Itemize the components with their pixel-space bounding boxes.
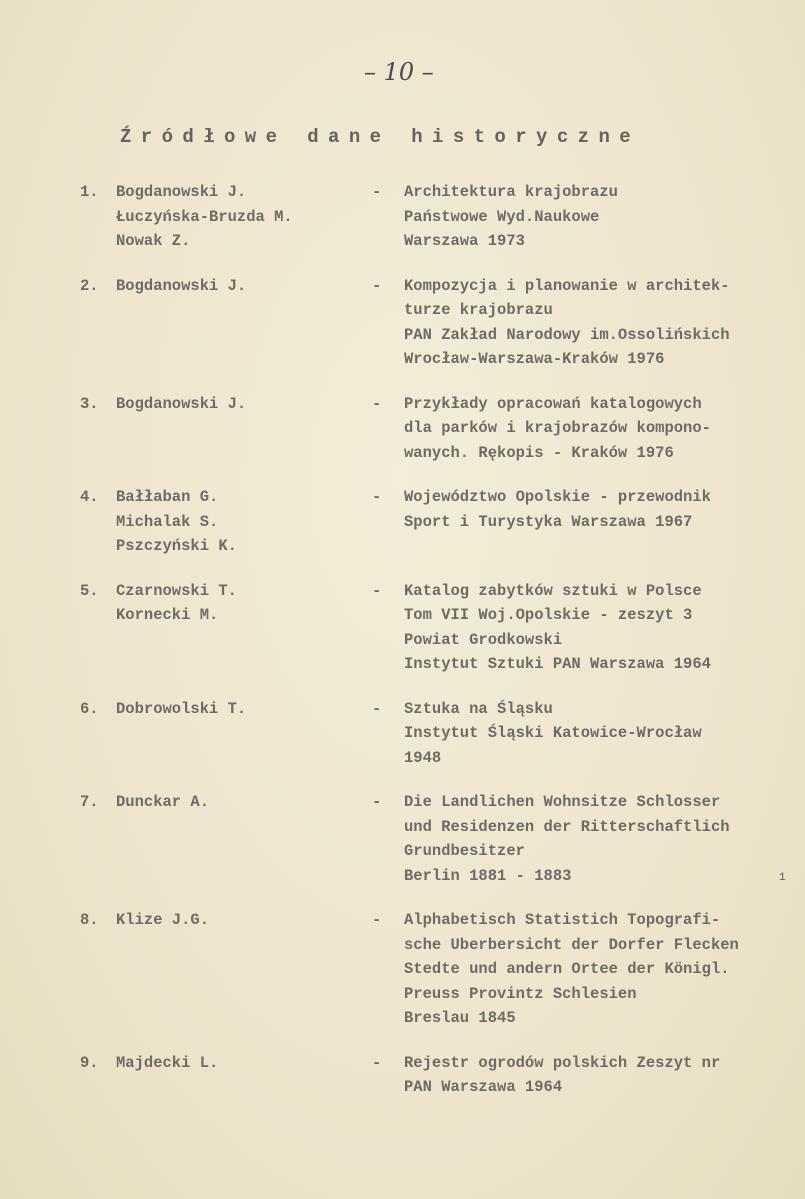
- entry-work: [404, 274, 790, 372]
- entry-dash: -: [372, 488, 382, 506]
- entry-number: 6.: [80, 699, 99, 718]
- author-name: Bogdanowski J.: [116, 394, 247, 413]
- entry-work: [404, 180, 790, 254]
- entry-authors: [116, 1051, 218, 1076]
- work-line: Rejestr ogrodów polskich Zeszyt nr: [404, 1053, 721, 1072]
- entry-work: [404, 908, 790, 1031]
- entry-dash: -: [372, 1053, 382, 1072]
- entry-number: 9.: [80, 1053, 99, 1072]
- author-name: Dunckar A.: [116, 793, 210, 811]
- entry-authors: [116, 579, 237, 628]
- entry-number: 3.: [80, 394, 99, 413]
- work-line: Przykłady opracowań katalogowych: [404, 394, 702, 413]
- work-line: Breslau 1845: [404, 1009, 516, 1027]
- entry-dash: -: [372, 793, 382, 811]
- author-name: Pszczyński K.: [116, 537, 237, 555]
- bibliography-entry: [0, 908, 805, 1031]
- author-name: Kornecki M.: [116, 606, 219, 624]
- work-line: Instytut Śląski Katowice-Wrocław: [404, 724, 702, 742]
- entry-number: 8.: [80, 911, 99, 929]
- entry-dash: -: [372, 911, 382, 929]
- work-line: Katalog zabytków sztuki w Polsce: [404, 581, 702, 600]
- work-line: Instytut Sztuki PAN Warszawa 1964: [404, 655, 711, 673]
- work-line: sche Uberbersicht der Dorfer Flecken: [404, 935, 739, 954]
- entry-number: 1.: [80, 183, 99, 201]
- work-line: PAN Warszawa 1964: [404, 1078, 563, 1096]
- work-line: PAN Zakład Narodowy im.Ossolińskich: [404, 325, 730, 344]
- page-number: – 10 –: [364, 58, 434, 86]
- bibliography-entry: [0, 790, 805, 888]
- entry-work: [404, 579, 790, 677]
- work-line: Województwo Opolskie - przewodnik: [404, 488, 711, 506]
- entry-work: [404, 697, 790, 771]
- author-name: Nowak Z.: [116, 232, 191, 250]
- margin-mark: 1: [779, 872, 786, 884]
- work-line: Architektura krajobrazu: [404, 183, 618, 201]
- author-name: Dobrowolski T.: [116, 699, 247, 718]
- work-line: Powiat Grodkowski: [404, 630, 563, 649]
- entry-dash: -: [372, 183, 382, 201]
- entry-number: 2.: [80, 276, 99, 295]
- section-title: Źródłowe dane historyczne: [120, 126, 641, 148]
- author-name: Czarnowski T.: [116, 581, 237, 600]
- entry-dash: -: [372, 276, 382, 295]
- work-line: Stedte und andern Ortee der Königl.: [404, 960, 730, 978]
- entry-number: 7.: [80, 793, 99, 811]
- work-line: Wrocław-Warszawa-Kraków 1976: [404, 350, 665, 368]
- entry-work: [404, 1051, 790, 1100]
- author-name: Bogdanowski J.: [116, 276, 247, 295]
- entry-authors: [116, 908, 209, 933]
- entry-authors: [116, 697, 246, 722]
- bibliography-entry: [0, 579, 805, 677]
- entry-authors: [116, 180, 293, 254]
- work-line: Kompozycja i planowanie w architek-: [404, 276, 730, 295]
- work-line: und Residenzen der Ritterschaftlich: [404, 817, 730, 836]
- bibliography-entry: [0, 1051, 805, 1100]
- entry-authors: [116, 392, 246, 417]
- author-name: Łuczyńska-Bruzda M.: [116, 207, 293, 226]
- bibliography-entry: [0, 485, 805, 559]
- bibliography-entry: [0, 392, 805, 466]
- work-line: Die Landlichen Wohnsitze Schlosser: [404, 793, 721, 811]
- entry-authors: [116, 485, 237, 559]
- work-line: Tom VII Woj.Opolskie - zeszyt 3: [404, 606, 693, 624]
- bibliography-list: [0, 180, 805, 1120]
- work-line: Warszawa 1973: [404, 232, 525, 250]
- author-name: Majdecki L.: [116, 1053, 219, 1072]
- work-line: wanych. Rękopis - Kraków 1976: [404, 443, 674, 462]
- entry-authors: [116, 274, 246, 299]
- author-name: Michalak S.: [116, 512, 219, 531]
- bibliography-entry: [0, 697, 805, 771]
- entry-dash: -: [372, 394, 382, 413]
- bibliography-entry: [0, 180, 805, 254]
- work-line: dla parków i krajobrazów kompono-: [404, 419, 711, 437]
- work-line: 1948: [404, 748, 442, 767]
- work-line: Grundbesitzer: [404, 842, 525, 860]
- entry-authors: [116, 790, 209, 815]
- entry-work: [404, 485, 790, 534]
- entry-dash: -: [372, 699, 382, 718]
- work-line: Preuss Provintz Schlesien: [404, 984, 637, 1003]
- work-line: Państwowe Wyd.Naukowe: [404, 207, 600, 226]
- entry-work: [404, 392, 790, 466]
- author-name: Bogdanowski J.: [116, 183, 247, 201]
- work-line: Alphabetisch Statistich Topografi-: [404, 911, 721, 929]
- bibliography-entry: [0, 274, 805, 372]
- entry-number: 4.: [80, 488, 99, 506]
- work-line: Sztuka na Śląsku: [404, 699, 553, 718]
- entry-work: [404, 790, 790, 888]
- work-line: turze krajobrazu: [404, 301, 553, 319]
- author-name: Klize J.G.: [116, 911, 210, 929]
- work-line: Berlin 1881 - 1883: [404, 866, 572, 885]
- entry-number: 5.: [80, 581, 99, 600]
- entry-dash: -: [372, 581, 382, 600]
- work-line: Sport i Turystyka Warszawa 1967: [404, 512, 693, 531]
- author-name: Bałłaban G.: [116, 488, 219, 506]
